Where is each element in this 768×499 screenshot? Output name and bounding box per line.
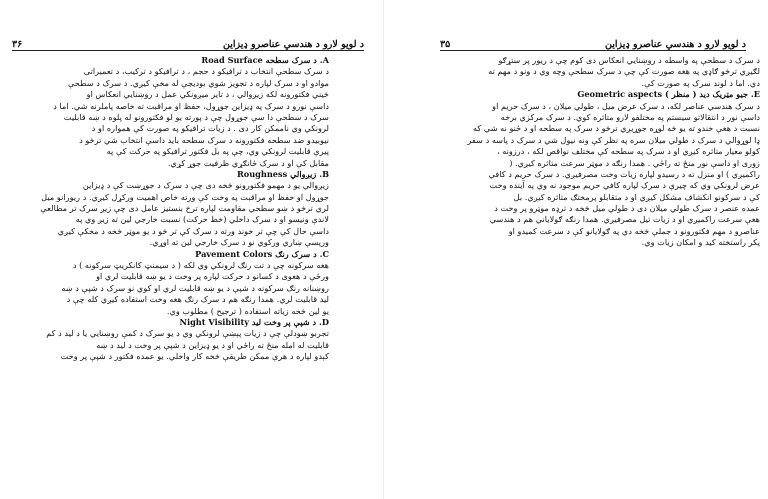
text-line: کولو معیار متاثره کیږي او د سرک په سطحه کې مختلف نواقص لکه ، درزونه ، xyxy=(496,146,760,157)
text-line: هغې سرعت راکمیږي او د زیات تیل مصرفیږي. همدا رنګه ګولایاني هم د هندسي xyxy=(489,214,760,225)
text-line: پیرې قابلیت لرونکي وي، چې په بل فکتور ترافیکو په حرکت کې په xyxy=(106,146,329,157)
text-line: کېدو لپاره د هرې ممکن طریقې څخه کار واخلي. یو عمده فکتور د شپې پر وخت xyxy=(60,351,329,362)
text-line: څیني فکتورونه لکه زیږوالي ، د تایر میږونکي عمل د روښنایي انعکاس او xyxy=(86,89,329,100)
section-heading: D. د شپې پر وخت لید Night Visibility xyxy=(179,316,329,327)
text-line: ډا لوړوالي د سرک د طولي میلان سره په نظر کې ونه نیول شي د سرک د پاسه د سفر xyxy=(467,134,760,145)
text-line: ورځې د هغوی د کسانو د حرکت لپاره پر وخت د یو ښه قابلیت لري او xyxy=(96,271,329,282)
text-line: مقابل کې او د سرک ځانګړي ظرفیت جوړ کړي. xyxy=(167,157,329,168)
running-title: د لویو لارو د هندسي عناصرو ډیزاین xyxy=(605,39,746,50)
text-line: کې د سرکونو انکشاف مشکل کیږي او د متقابلو پرمختګ متاثره کیږي. بل xyxy=(513,191,760,202)
text-line: د سرک هندسي عناصر لکه، د سرک عرض میل ، طولي میلان ، د سرک حریم او xyxy=(492,100,760,111)
page-number: ۳۶ xyxy=(12,39,23,50)
text-line: ورپسې ښاري ورکوي نو د سرک خارجي لین ته اوړي. xyxy=(149,237,329,248)
text-line: قابلیت له امله منځ ته راځي او د یو ډیزاین د شپې پر وخت د لید د ښه xyxy=(96,339,329,350)
running-title: د لویو لارو د هندسي عناصرو ډیزاین xyxy=(223,39,364,50)
text-line: داسې نورو د سرک په ډیزاین جوړول، حفظ او مراقبت ته خاصه پاملرنه شي. اما د xyxy=(53,100,329,111)
section-heading: E. جیو مټریک دید ( منظر ) Geometric aspects xyxy=(577,89,760,100)
text-line: داسې حال کې چې تر خوند ورته د سرک کې تر څو د یو موټر څخه د مخکې کیږي xyxy=(57,225,329,236)
text-line: د سرک سطحې انتخاب د ترافیکو د حجم ، د ترافیکو د ترکیب، د تعمیراتی xyxy=(83,66,329,77)
right-page-header xyxy=(440,36,746,50)
text-line: هغه سرکونه چې د تت رنګ لرونکي وي لکه ( د سیمنټ کانکریټ سرکونه ) د xyxy=(72,260,329,271)
text-line: راکمیږي ) او منزل ته د رسیدو لپاره زیات وخت مصرفیږي. د سرک حریم د کافي xyxy=(488,168,760,179)
page-number: ۳۵ xyxy=(440,39,451,50)
text-line: عرض لرونکي وي که چیرې د سرک لپاره کافي حریم موجود نه وي په آینده وخت xyxy=(489,180,760,191)
text-line: سرک د سطحې دا سې جوړول چې د پورته یو لو فکتورونو له پلوه د ښه قابلیت xyxy=(63,111,329,122)
text-line: عناصرو د مهم فکتورونو د جملې څخه دي په ګولایانو کې د سرعت کمیدو او xyxy=(508,225,760,236)
text-line: داسې نور د انتقالاتو سیستم په مختلفو لارو متاثره کوي. د سرک مرکزي برخه xyxy=(500,111,760,122)
text-line: دي. اما د لوند سرک په صورت کې. xyxy=(641,77,760,88)
right-page-body xyxy=(438,55,760,249)
text-line: نسبت د هغې خندو ته یو څه لوړه جوړیږي ترڅو د سرک په سطحه او د ځنو نه شي که xyxy=(473,123,760,134)
text-line: لرونکي وي ناممکن کار دی . د زیات ترافیکو په صورت کې همواره او د xyxy=(91,123,329,134)
section-heading: A. د سرک سطحه Road Surface xyxy=(201,55,329,65)
text-line: زوری او داسې نور منځ ته راځي . همدا رنګه د موټر سرعت متاثره کیږي. ( xyxy=(509,157,760,168)
text-line: لید قابلیت لري. همدا رنګه هم د سرک رنګ هغه وخت استفاده کیږي کله چې د xyxy=(66,294,329,305)
right-page xyxy=(384,0,768,499)
left-page-body xyxy=(27,55,329,363)
text-line: موادو او د سرک لپاره د تجویز شوي بودیجې له مخې کیږي. د سرک د سطحې xyxy=(67,77,329,88)
text-line: عمده عنصر د سرک طولي میلان دی د طولي میل څخه د ترډه موټرو پر وخت د xyxy=(494,203,760,214)
text-line: روښنانه رنګ سرکونه د شپې د یو ښه قابلیت لري او کوي نو سرک د شپې د ښه xyxy=(61,282,329,293)
text-line: نیوبیدو ضد سطحه فکتورونه د سرک سطحه باید داسې انتخاب شي ترڅو د xyxy=(79,134,329,145)
text-line: تجربو ښودلې چې د زیات پېښې لرونکي وي د یو سرک د کمې روښنایي یا د لید د کم xyxy=(46,328,329,339)
header-rule xyxy=(12,50,364,51)
header-rule xyxy=(440,50,746,51)
text-line: زیږوالي یو د مهمو فکتورونو څخه دی چې د سرک د جوړښت کې د ډیزاین xyxy=(82,180,329,191)
text-line: جوړول او حفظ او مراقبت په وخت کې ورته خاص اهمیت ورکړل کیږي. د ریورانو میل xyxy=(41,191,329,202)
text-line: د سرک د سطحې په واسطه د روښنایي انعکاس دی کوم چې د ریور پر ستړګو xyxy=(498,55,760,65)
section-heading: B. زیږوالي Roughness xyxy=(236,168,329,179)
left-page-header xyxy=(12,36,364,50)
text-line: لري ترڅو د ښو سطحي مقاومت لپاره ترخ بنستیز عامل دی چې زیږ سرک تر مطالعې xyxy=(40,203,329,214)
text-line: یو لین څخه زیاته استفاده ( ترجیح ) مطلوب وي. xyxy=(166,305,329,316)
text-line: پکر راستخته کید و امکان زیات وي. xyxy=(641,237,760,248)
section-heading: C. د سرک رنګ Pavement Colors xyxy=(195,248,329,259)
text-line: لاندې ونیسو او د سرک داخلي (خط حرکت) نسبت خارجي لین ته زیږ وي په xyxy=(75,214,329,225)
text-line: لګیږي ترڅو ګاډي په هغه صورت کې چې د سرک سطحې وچه وي د ونو د مهم ته xyxy=(488,66,760,77)
